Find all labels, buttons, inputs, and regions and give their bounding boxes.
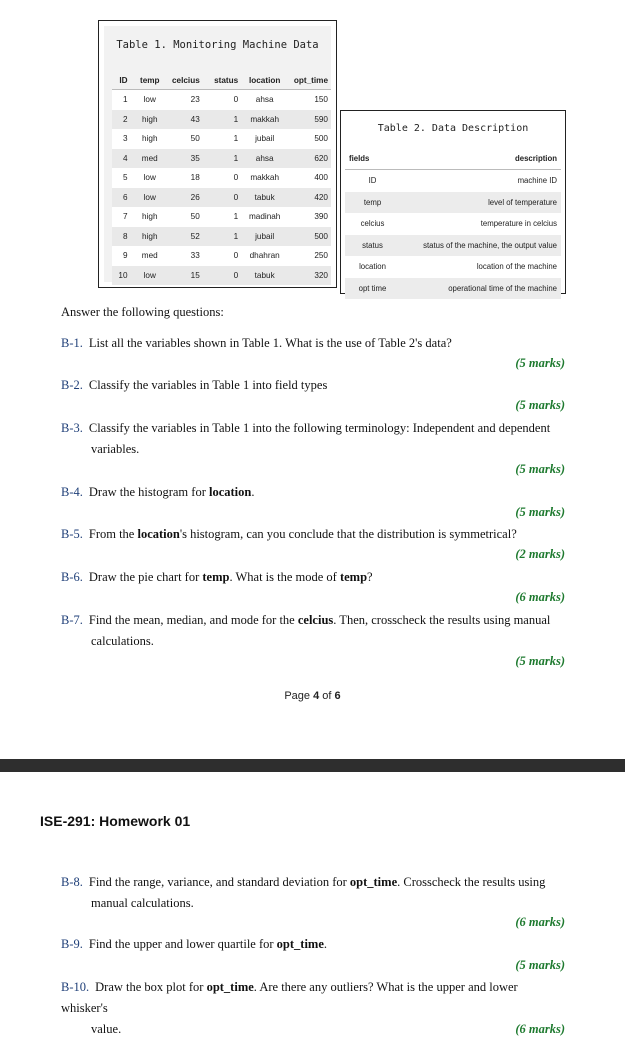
table1-cell: 500 xyxy=(288,227,331,247)
table1-cell: 390 xyxy=(288,207,331,227)
question-1 xyxy=(61,333,561,354)
question-continuation: value. xyxy=(91,1022,122,1036)
table1-cell: 9 xyxy=(112,246,131,266)
table2-header-cell: description xyxy=(400,148,561,170)
question-number: B-10. xyxy=(61,980,90,994)
question-line xyxy=(61,418,561,439)
table1-cell: 150 xyxy=(288,90,331,110)
table1-figure xyxy=(98,20,337,288)
question-text: Find the upper and lower quartile for xyxy=(88,937,277,951)
page-divider xyxy=(0,759,625,772)
table1-row xyxy=(112,110,331,130)
question-8 xyxy=(61,872,561,914)
question-text: From the xyxy=(88,527,138,541)
table1-cell: high xyxy=(131,207,169,227)
table1-cell: makkah xyxy=(241,168,288,188)
table1-cell: 3 xyxy=(112,129,131,149)
table1-cell: 1 xyxy=(203,129,241,149)
question-6 xyxy=(61,567,561,588)
question-text: . What is the mode of xyxy=(229,570,340,584)
table1-cell: 6 xyxy=(112,188,131,208)
table2-description-cell: temperature in celcius xyxy=(400,213,561,235)
question-line xyxy=(61,375,561,396)
table1-cell: 0 xyxy=(203,168,241,188)
table1-cell: 0 xyxy=(203,266,241,286)
table1-cell: 400 xyxy=(288,168,331,188)
question-keyword: opt_time xyxy=(206,980,254,994)
table1-row xyxy=(112,207,331,227)
table1-cell: 620 xyxy=(288,149,331,169)
question-line xyxy=(61,934,561,955)
table2-description-cell: location of the machine xyxy=(400,256,561,278)
question-marks: (6 marks) xyxy=(515,1022,565,1036)
table1-cell: high xyxy=(131,110,169,130)
question-9 xyxy=(61,934,561,955)
table2-row xyxy=(345,192,561,214)
table1-cell: low xyxy=(131,168,169,188)
table1-cell: 0 xyxy=(203,188,241,208)
table1-cell: low xyxy=(131,266,169,286)
question-text: Draw the histogram for xyxy=(88,485,209,499)
table1-cell: 50 xyxy=(169,207,203,227)
question-number: B-6. xyxy=(61,570,83,584)
question-marks: (5 marks) xyxy=(515,505,565,519)
table2-field-cell: location xyxy=(345,256,400,278)
page-header: ISE-291: Homework 01 xyxy=(40,813,191,829)
table1-cell: med xyxy=(131,149,169,169)
table2-field-cell: opt time xyxy=(345,278,400,300)
table1-row xyxy=(112,188,331,208)
question-keyword: opt_time xyxy=(276,937,324,951)
table1-cell: 15 xyxy=(169,266,203,286)
table1-cell: ahsa xyxy=(241,149,288,169)
table1-cell: 0 xyxy=(203,246,241,266)
question-line xyxy=(61,524,561,545)
table1-cell: tabuk xyxy=(241,188,288,208)
table1-cell: 2 xyxy=(112,110,131,130)
table1-row xyxy=(112,227,331,247)
table1-row xyxy=(112,246,331,266)
question-line xyxy=(61,333,561,354)
table1-cell: 43 xyxy=(169,110,203,130)
question-text: Classify the variables in Table 1 into the following terminology: Independent and dependent xyxy=(88,421,551,435)
table1-cell: 1 xyxy=(203,207,241,227)
question-text: Draw the box plot for xyxy=(95,980,207,994)
question-text: Find the range, variance, and standard deviation for xyxy=(88,875,350,889)
question-2 xyxy=(61,375,561,396)
question-text: . Crosscheck the results using xyxy=(397,875,546,889)
table2-row xyxy=(345,170,561,192)
table1-cell: ahsa xyxy=(241,90,288,110)
table1-cell: low xyxy=(131,90,169,110)
question-text: Find the mean, median, and mode for the xyxy=(88,613,298,627)
question-marks: (5 marks) xyxy=(515,356,565,370)
table2-row xyxy=(345,278,561,300)
question-text: Classify the variables in Table 1 into field types xyxy=(88,378,328,392)
question-marks: (2 marks) xyxy=(515,547,565,561)
table1-cell: 590 xyxy=(288,110,331,130)
table1 xyxy=(112,71,331,285)
table2-field-cell: status xyxy=(345,235,400,257)
question-line xyxy=(61,482,561,503)
table2-row xyxy=(345,235,561,257)
table1-header-cell: ID xyxy=(119,75,128,85)
table2-field-cell: celcius xyxy=(345,213,400,235)
question-keyword: location xyxy=(208,485,252,499)
table1-cell: med xyxy=(131,246,169,266)
table1-cell: 4 xyxy=(112,149,131,169)
question-text: . xyxy=(251,485,255,499)
table1-cell: 1 xyxy=(203,110,241,130)
page-label: Page xyxy=(284,690,314,702)
table1-cell: 52 xyxy=(169,227,203,247)
table2-row xyxy=(345,213,561,235)
table1-header-cell: opt_time xyxy=(293,75,328,85)
table1-cell: jubail xyxy=(241,227,288,247)
question-continuation: variables. xyxy=(91,442,140,456)
table1-header-cell: status xyxy=(214,75,239,85)
table1-header-cell: temp xyxy=(139,75,160,85)
table1-cell: 7 xyxy=(112,207,131,227)
table2-description-cell: status of the machine, the output value xyxy=(400,235,561,257)
table2-body xyxy=(345,170,561,300)
question-3 xyxy=(61,418,561,460)
table1-cell: 0 xyxy=(203,90,241,110)
table1-cell: 320 xyxy=(288,266,331,286)
question-marks: (6 marks) xyxy=(515,915,565,929)
question-number: B-3. xyxy=(61,421,83,435)
table1-cell: high xyxy=(131,129,169,149)
table1-cell: 250 xyxy=(288,246,331,266)
question-keyword: location xyxy=(137,527,180,541)
page-current: 4 xyxy=(313,690,320,702)
table1-header-cell: celcius xyxy=(172,75,200,85)
question-number: B-9. xyxy=(61,937,83,951)
table1-cell: 35 xyxy=(169,149,203,169)
question-number: B-4. xyxy=(61,485,83,499)
table1-cell: 1 xyxy=(203,227,241,247)
question-text: 's histogram, can you conclude that the distribution is symmetrical? xyxy=(179,527,517,541)
table1-cell: madinah xyxy=(241,207,288,227)
question-4 xyxy=(61,482,561,503)
table1-cell: 18 xyxy=(169,168,203,188)
table1-row xyxy=(112,149,331,169)
table1-row xyxy=(112,168,331,188)
table1-cell: high xyxy=(131,227,169,247)
table2-header-row xyxy=(345,148,561,170)
question-text: . Then, crosscheck the results using manual xyxy=(333,613,551,627)
instructions: Answer the following questions: xyxy=(61,305,224,319)
table1-title: Table 1. Monitoring Machine Data xyxy=(116,39,319,51)
table1-cell: 420 xyxy=(288,188,331,208)
question-line xyxy=(61,567,561,588)
question-7 xyxy=(61,610,561,652)
question-line xyxy=(61,872,561,893)
question-marks: (5 marks) xyxy=(515,958,565,972)
question-keyword: celcius xyxy=(297,613,334,627)
table1-cell: 23 xyxy=(169,90,203,110)
question-continuation: manual calculations. xyxy=(91,896,194,910)
table1-cell: 50 xyxy=(169,129,203,149)
table2-row xyxy=(345,256,561,278)
table2 xyxy=(345,148,561,299)
question-line xyxy=(61,610,561,631)
table1-cell: makkah xyxy=(241,110,288,130)
table1-cell: 8 xyxy=(112,227,131,247)
question-number: B-5. xyxy=(61,527,83,541)
table1-row xyxy=(112,129,331,149)
table2-header-cell: fields xyxy=(345,148,400,170)
question-number: B-7. xyxy=(61,613,83,627)
page-of: of xyxy=(319,690,335,702)
table1-cell: 10 xyxy=(112,266,131,286)
table1-cell: 5 xyxy=(112,168,131,188)
table1-header-row xyxy=(112,71,331,90)
table1-cell: dhahran xyxy=(241,246,288,266)
question-keyword: temp xyxy=(202,570,230,584)
question-continuation: calculations. xyxy=(91,634,154,648)
page-total: 6 xyxy=(334,690,341,702)
table2-figure xyxy=(340,110,566,294)
question-keyword: opt_time xyxy=(349,875,398,889)
table1-row xyxy=(112,90,331,110)
question-text: . xyxy=(323,937,328,951)
question-marks: (5 marks) xyxy=(515,462,565,476)
table1-cell: 500 xyxy=(288,129,331,149)
question-line xyxy=(61,977,561,1019)
table1-row xyxy=(112,266,331,286)
question-text: List all the variables shown in Table 1. What is the use of Table 2's data? xyxy=(88,336,452,350)
table1-header-cell: location xyxy=(248,75,281,85)
question-marks: (5 marks) xyxy=(515,398,565,412)
question-marks: (6 marks) xyxy=(515,590,565,604)
table1-cell: 1 xyxy=(112,90,131,110)
table2-description-cell: operational time of the machine xyxy=(400,278,561,300)
table1-cell: 1 xyxy=(203,149,241,169)
table2-field-cell: temp xyxy=(345,192,400,214)
question-text: Draw the pie chart for xyxy=(88,570,203,584)
table2-description-cell: level of temperature xyxy=(400,192,561,214)
question-10 xyxy=(61,977,561,1040)
table1-cell: jubail xyxy=(241,129,288,149)
question-number: B-8. xyxy=(61,875,83,889)
question-number: B-1. xyxy=(61,336,83,350)
question-marks: (5 marks) xyxy=(515,654,565,668)
table1-cell: tabuk xyxy=(241,266,288,286)
table2-description-cell: machine ID xyxy=(400,170,561,192)
table2-title: Table 2. Data Description xyxy=(377,123,529,134)
question-text: . Are there any outliers? What is the upper and lower whisker's xyxy=(61,980,518,1015)
question-keyword: temp xyxy=(339,570,368,584)
question-number: B-2. xyxy=(61,378,83,392)
question-5 xyxy=(61,524,561,545)
table2-field-cell: ID xyxy=(345,170,400,192)
table1-panel xyxy=(104,26,331,282)
table1-cell: low xyxy=(131,188,169,208)
page-number xyxy=(0,690,625,702)
table1-cell: 33 xyxy=(169,246,203,266)
table1-cell: 26 xyxy=(169,188,203,208)
table1-body xyxy=(112,90,331,286)
question-text: ? xyxy=(367,570,373,584)
